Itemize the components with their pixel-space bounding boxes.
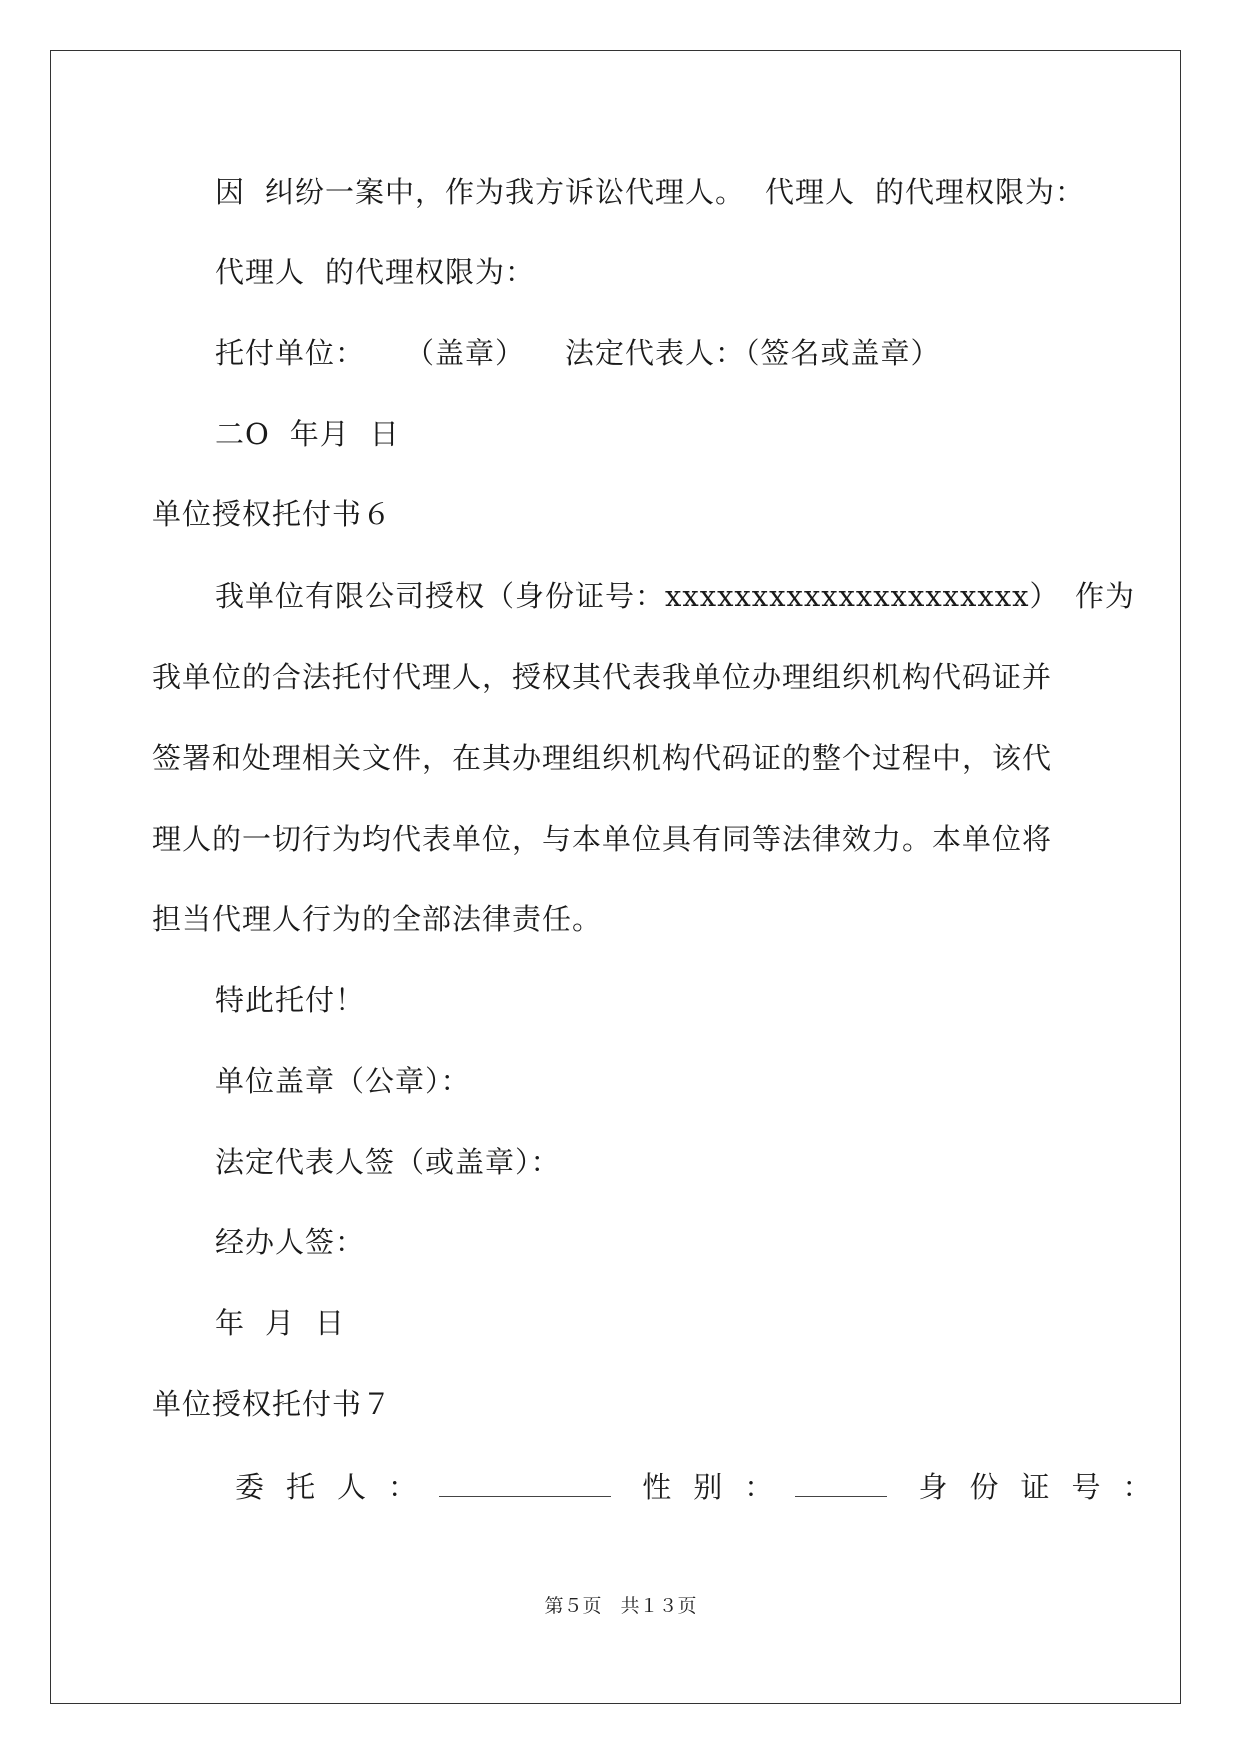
principal-label: 委托人： — [235, 1470, 440, 1504]
text: 二O — [215, 417, 270, 451]
text: 的代理权限为： — [875, 175, 1086, 209]
text: 代理人 — [765, 175, 856, 209]
text: 的代理权限为： — [325, 255, 536, 289]
principal-row — [235, 1467, 1173, 1507]
text: 月 — [265, 1306, 296, 1340]
section-heading-7: 单位授权托付书７ — [152, 1387, 393, 1421]
seal-line: 单位盖章（公章）： — [215, 1064, 471, 1098]
paragraph-6-line-5: 担当代理人行为的全部法律责任。 — [152, 902, 603, 936]
closing-line: 特此托付！ — [215, 983, 366, 1017]
text: 托付单位： — [215, 336, 366, 370]
id-label: 身份证号： — [918, 1470, 1174, 1504]
text: 纠纷一案中，作为我方诉讼代理人。 — [265, 175, 746, 209]
text: 年 — [215, 1306, 246, 1340]
paragraph-6-line-1: 我单位有限公司授权（身份证号：xxxxxxxxxxxxxxxxxxxxx） 作为 — [215, 579, 1135, 613]
paragraph-6-line-4: 理人的一切行为均代表单位，与本单位具有同等法律效力。本单位将 — [152, 822, 1053, 856]
paragraph-6-line-2: 我单位的合法托付代理人，授权其代表我单位办理组织机构代码证并 — [152, 660, 1053, 694]
text-line-4 — [215, 414, 400, 454]
gender-blank[interactable] — [795, 1468, 887, 1497]
section-heading-6: 单位授权托付书６ — [152, 497, 393, 531]
text-line-2 — [215, 252, 535, 292]
legal-rep-line: 法定代表人签（或盖章）： — [215, 1145, 561, 1179]
page-footer: 第５页 共１３页 — [544, 1595, 697, 1617]
text: 法定代表人：（签名或盖章） — [565, 336, 941, 370]
page-frame — [50, 50, 1181, 1704]
paragraph-6-line-3: 签署和处理相关文件，在其办理组织机构代码证的整个过程中，该代 — [152, 741, 1053, 775]
text-line-3 — [215, 333, 941, 373]
date-line — [215, 1303, 345, 1343]
principal-blank[interactable] — [439, 1468, 611, 1497]
text: 代理人 — [215, 255, 306, 289]
text: 日 — [315, 1306, 346, 1340]
text: （盖章） — [405, 336, 526, 370]
gender-label: 性别： — [642, 1470, 796, 1504]
text: 日 — [369, 417, 400, 451]
text: 年月 — [289, 417, 350, 451]
text: 因 — [215, 175, 246, 209]
text-line-1 — [215, 172, 1085, 212]
handler-line: 经办人签： — [215, 1225, 366, 1259]
